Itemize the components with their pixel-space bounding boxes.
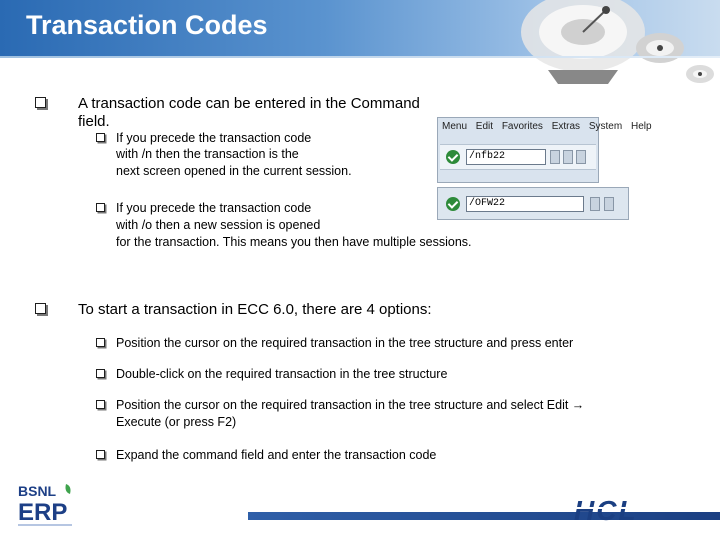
header-divider xyxy=(0,56,720,58)
sub-bullet-line: Expand the command field and enter the transaction code xyxy=(116,448,437,462)
slide-title: Transaction Codes xyxy=(26,10,268,40)
svg-text:HCL: HCL xyxy=(574,495,638,526)
sap-menu-item: Menu xyxy=(442,121,468,132)
sub-bullet-marker xyxy=(96,369,105,378)
enter-check-icon xyxy=(446,150,460,164)
sub-bullet-line: with /n then the transaction is the xyxy=(116,147,299,161)
sub-bullet-marker xyxy=(96,338,105,347)
sub-bullet-marker xyxy=(96,203,105,212)
sub-bullet-line: Double-click on the required transaction in the tree structure xyxy=(116,367,448,381)
bullet-marker xyxy=(35,303,46,314)
bullet-marker xyxy=(35,97,46,108)
sub-bullet-line: with /o then a new session is opened xyxy=(116,218,321,232)
enter-check-icon xyxy=(446,197,460,211)
sap-command-field-screenshot-1 xyxy=(437,117,652,183)
bsnl-erp-logo xyxy=(14,480,84,530)
sap-menu-bar xyxy=(442,121,658,137)
command-field[interactable]: /OFW22 xyxy=(466,196,584,212)
sub-bullet-marker xyxy=(96,450,105,459)
sap-menu-item: Favorites xyxy=(501,121,543,132)
sub-bullet-marker xyxy=(96,133,105,142)
command-field[interactable]: /nfb22 xyxy=(466,149,546,165)
sap-command-field-screenshot-2 xyxy=(437,187,629,220)
bullet-text: A transaction code can be entered in the Command field. xyxy=(78,95,420,130)
sub-bullet-line: Execute (or press F2) xyxy=(116,415,237,429)
sub-bullet-line: Position the cursor on the required transaction in the tree structure and select Edit → xyxy=(116,398,585,412)
svg-text:BSNL: BSNL xyxy=(18,483,57,499)
sap-menu-item: Help xyxy=(630,121,652,132)
sub-bullet-line: If you precede the transaction code xyxy=(116,131,312,145)
sub-bullet-line: for the transaction. This means you then have multiple sessions. xyxy=(116,235,472,249)
bullet-text: To start a transaction in ECC 6.0, there are 4 options: xyxy=(78,301,432,318)
title-bar xyxy=(0,0,720,56)
svg-text:ERP: ERP xyxy=(18,499,68,526)
exit-icon xyxy=(604,197,614,211)
back-icon xyxy=(563,150,573,164)
exit-icon xyxy=(576,150,586,164)
sub-bullet-marker xyxy=(96,400,105,409)
hcl-logo xyxy=(568,495,698,525)
sap-menu-item: Edit xyxy=(475,121,494,132)
sap-toolbar xyxy=(440,144,596,170)
save-icon xyxy=(550,150,560,164)
back-icon xyxy=(590,197,600,211)
sub-bullet-line: If you precede the transaction code xyxy=(116,201,312,215)
satellite-dish-image xyxy=(488,0,720,96)
sap-menu-item: Extras xyxy=(551,121,581,132)
sap-menu-item: System xyxy=(588,121,623,132)
sub-bullet-line: Position the cursor on the required transaction in the tree structure and press enter xyxy=(116,336,574,350)
sub-bullet-line: next screen opened in the current session. xyxy=(116,164,352,178)
